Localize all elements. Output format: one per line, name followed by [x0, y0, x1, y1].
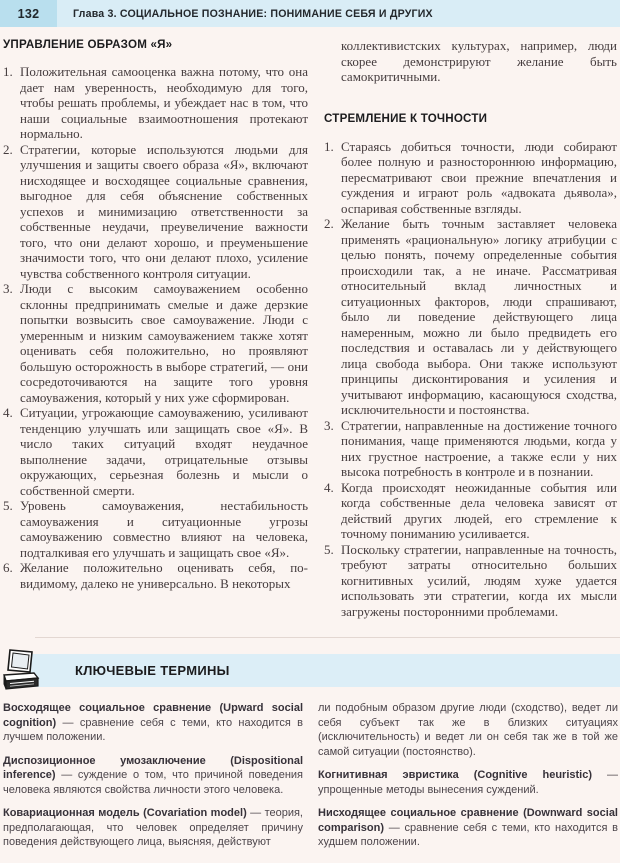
- text-columns: [3, 38, 617, 619]
- term-definition: — сравнение себя с теми, кто находится в лучшем положении.: [3, 716, 303, 743]
- term-entry: [3, 701, 303, 745]
- summary-list-item: Желание положительно оценивать себя, по-видимому, далеко не универсально. В некоторых: [20, 560, 308, 591]
- term-definition: — сравнение себя с теми, кто находится в худшем положении.: [318, 821, 618, 848]
- summary-list-item: Стратегии, которые используются людьми для улучшения и защиты своего образа «Я», включают нисходящее и восходящее социальные сравнения, выгодное для себя объяснение собственных успехов и минимизацию ответственности за собственные неудачи, преувеличение важности того, что они делают хорошо, и преуменьшение значимости того, что они делают плохо, усиление чувства собственного контроля ситуации.: [20, 141, 308, 281]
- section-heading-self-image: УПРАВЛЕНИЕ ОБРАЗОМ «Я»: [3, 38, 173, 51]
- term-entry: [3, 754, 303, 798]
- self-image-summary-list: [20, 64, 308, 591]
- summary-list-item: Когда происходят неожиданные события или когда собственные дела человека зависят от действий других людей, его стремление к точному пониманию усиливается.: [341, 479, 617, 541]
- term-name: Диспозиционное умозаключение (Dispositional inference): [3, 754, 303, 781]
- term-name: Восходящее социальное сравнение (Upward social cognition): [3, 702, 303, 729]
- summary-list-item: Поскольку стратегии, направленные на точность, требуют затраты относительно больших когнитивных усилий, людям хуже удается использовать эти стратегии, когда их мысли загружены посторонними проблемами.: [341, 541, 617, 619]
- running-header: [0, 0, 620, 27]
- summary-list-item: Стратегии, направленные на достижение точного понимания, чаще применяются людьми, когда у них грустное настроение, а также если у них высока потребность в контроле и в познании.: [341, 417, 617, 479]
- summary-list-item: Положительная самооценка важна потому, что она дает нам уверенность, необходимую для того, чтобы решать проблемы, и убеждает нас в том, что наши социальные взаимоотношения протекают нормально.: [20, 64, 308, 141]
- term-definition: — упрощенные методы вынесения суждений.: [318, 769, 618, 796]
- term-entry: [3, 806, 303, 850]
- term-entry: [318, 768, 618, 797]
- term-definition: — суждение о том, что причиной поведения человека являются свойства личности этого человека.: [3, 769, 303, 796]
- key-terms-right-entries: [318, 768, 618, 850]
- summary-list-item: Люди с высоким самоуважением особенно склонны предпринимать смелые и даже дерзкие попытки возвысить свое самоуважение. Люди с умеренным и низким самоуважением также хотят оценивать себя положительно, но проявляют большую осторожность в выборе стратегий, — они сосредоточиваются на защите того уровня самоуважения, который у них уже сформирован.: [20, 281, 308, 405]
- term-continuation-paragraph: ли подобным образом другие люди (сходство), ведет ли себя субъект так же в близких ситуациях (исключительность) и ведет ли он себя так же в той же самой ситуации (постоянство).: [318, 702, 618, 758]
- key-terms-heading: КЛЮЧЕВЫЕ ТЕРМИНЫ: [75, 663, 230, 678]
- summary-list-item: Стараясь добиться точности, люди собирают более полную и разностороннюю информацию, пересматривают свои прежние впечатления и суждения и играют роль «адвоката дьявола», оспаривая собственные взгляды.: [341, 138, 617, 216]
- summary-list-item: Желание быть точным заставляет человека применять «рациональную» логику атрибуции с целью понять, почему определенные события происходили так, а не иначе. Рассматривая относительный вклад личностных и ситуационных факторов, люди спрашивают, было ли поведение действующего лица намеренным, можно ли было предвидеть его последствия и оставалась ли у действующего лица свобода выбора. Они также используют принципы дисконтирования и усиления и учитывают информацию, касающуюся сходства, исключительности и постоянства.: [341, 216, 617, 417]
- term-definition: — теория, предполагающая, что человек определяет причину поведения действующего лица, выясняя, действуют: [3, 807, 303, 848]
- key-terms-bar: [30, 654, 620, 687]
- section-heading-accuracy: СТРЕМЛЕНИЕ К ТОЧНОСТИ: [324, 111, 488, 125]
- key-terms-right-column: [318, 701, 618, 859]
- key-terms-columns: [3, 701, 618, 859]
- right-column: [324, 38, 617, 619]
- item-continuation-paragraph: коллективистских культурах, например, люди скорее демонстрируют желание быть самокритичными.: [341, 38, 617, 84]
- term-name: Нисходящее социальное сравнение (Downward social comparison): [318, 807, 618, 834]
- chapter-title: Глава 3. СОЦИАЛЬНОЕ ПОЗНАНИЕ: ПОНИМАНИЕ СЕБЯ И ДРУГИХ: [73, 7, 433, 20]
- computer-icon: [2, 648, 40, 694]
- term-name: Когнитивная эвристика (Cognitive heuristic): [318, 769, 592, 781]
- term-entry: [318, 806, 618, 850]
- summary-list-item: Ситуации, угрожающие самоуважению, усиливают тенденцию улучшать или защищать свое «Я». В число таких ситуаций входят неудачное выполнение задачи, отрицательные отзывы окружающих, серьезная болезнь и мысли о собственной смерти.: [20, 405, 308, 498]
- key-terms-left-column: [3, 701, 303, 859]
- section-divider: [35, 637, 620, 638]
- term-name: Ковариационная модель (Covariation model): [3, 807, 247, 819]
- accuracy-summary-list: [341, 139, 617, 620]
- left-column: [3, 38, 308, 619]
- summary-list-item: Уровень самоуважения, нестабильность самоуважения и ситуационные угрозы самоуважению совместно влияют на человека, подталкивая его улучшать и защищать свое «Я».: [20, 498, 308, 560]
- page-number: 132: [0, 0, 57, 27]
